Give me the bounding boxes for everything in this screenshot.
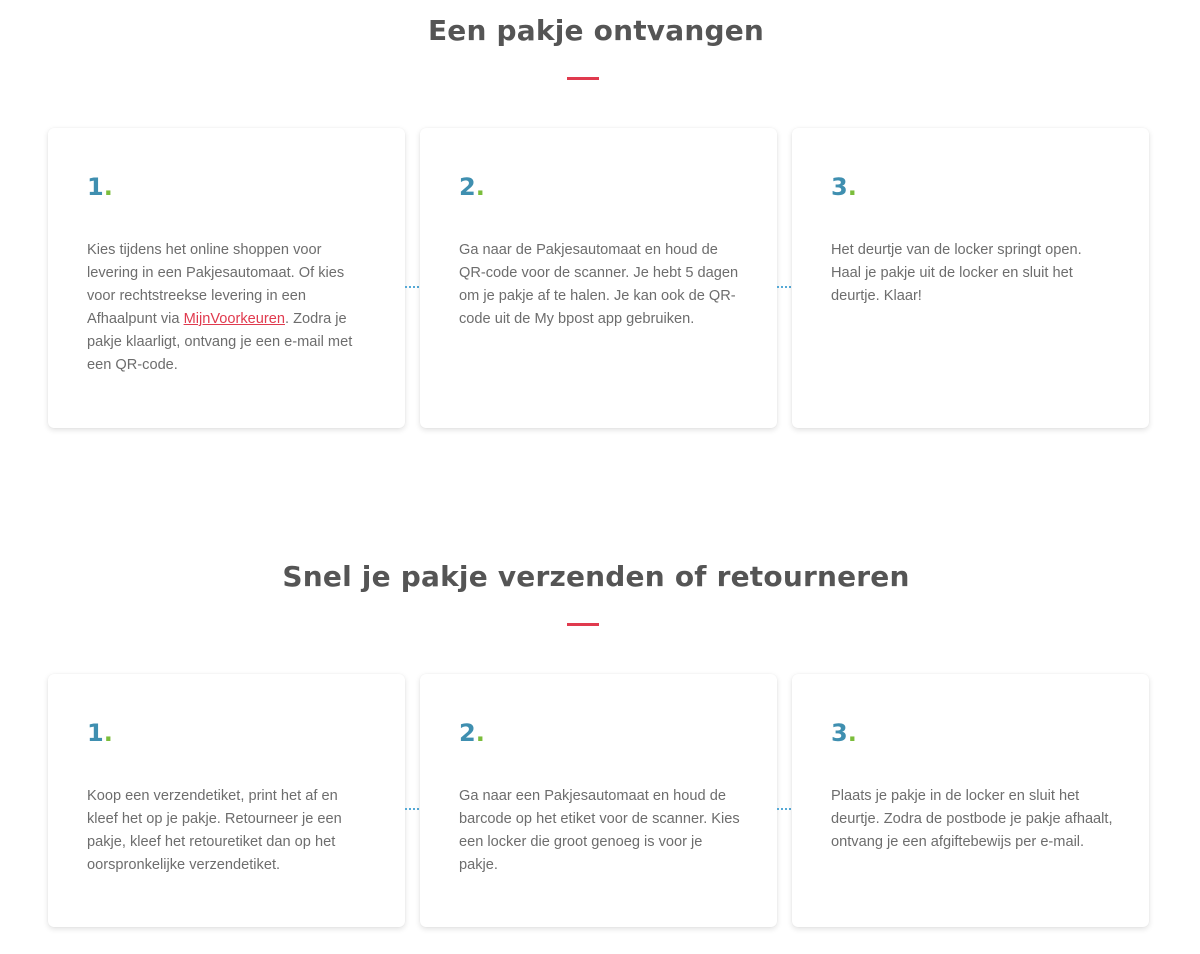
step-connector [405,286,419,288]
step-description: Ga naar een Pakjesautomaat en houd de barcode op het etiket voor de scanner. Kies een locker die groot genoeg is voor je pakje. [459,788,740,873]
mijn-voorkeuren-link[interactable]: MijnVoorkeuren [183,311,285,327]
step-description: Plaats je pakje in de locker en sluit het deurtje. Zodra de postbode je pakje afhaalt, ontvang je een afgiftebewijs per e-mail. [831,788,1113,850]
step-number: 2. [459,173,485,201]
title-underline [567,77,599,80]
step-number: 2. [459,719,485,747]
step-description: Het deurtje van de locker springt open. Haal je pakje uit de locker en sluit het deurtje. Klaar! [831,242,1082,304]
step-number: 3. [831,173,857,201]
section-send-package [0,546,1200,954]
step-number: 1. [87,173,113,201]
step-description: Kies tijdens het online shoppen voor levering in een Pakjesautomaat. Of kies voor rechtstreekse levering in een Afhaalpunt via MijnVoorkeuren. Zodra je pakje klaarligt, ontvang je een e-mail met een QR-code. [87,242,353,373]
step-number: 3. [831,719,857,747]
step-description: Ga naar de Pakjesautomaat en houd de QR-code voor de scanner. Je hebt 5 dagen om je pakje af te halen. Je kan ook de QR-code uit de My bpost app gebruiken. [459,242,739,327]
title-underline [567,623,599,626]
step-number: 1. [87,719,113,747]
step-connector [777,808,791,810]
section-title: Een pakje ontvangen [427,14,765,47]
step-card-1 [48,674,405,927]
section-title: Snel je pakje verzenden of retourneren [282,560,910,593]
step-card-2 [420,128,777,428]
step-card-1 [48,128,405,428]
step-card-2 [420,674,777,927]
step-card-3 [792,674,1149,927]
step-connector [777,286,791,288]
step-card-3 [792,128,1149,428]
step-connector [405,808,419,810]
step-description: Koop een verzendetiket, print het af en kleef het op je pakje. Retourneer je een pakje, kleef het retouretiket dan op het oorspronkelijke verzendetiket. [87,788,342,873]
